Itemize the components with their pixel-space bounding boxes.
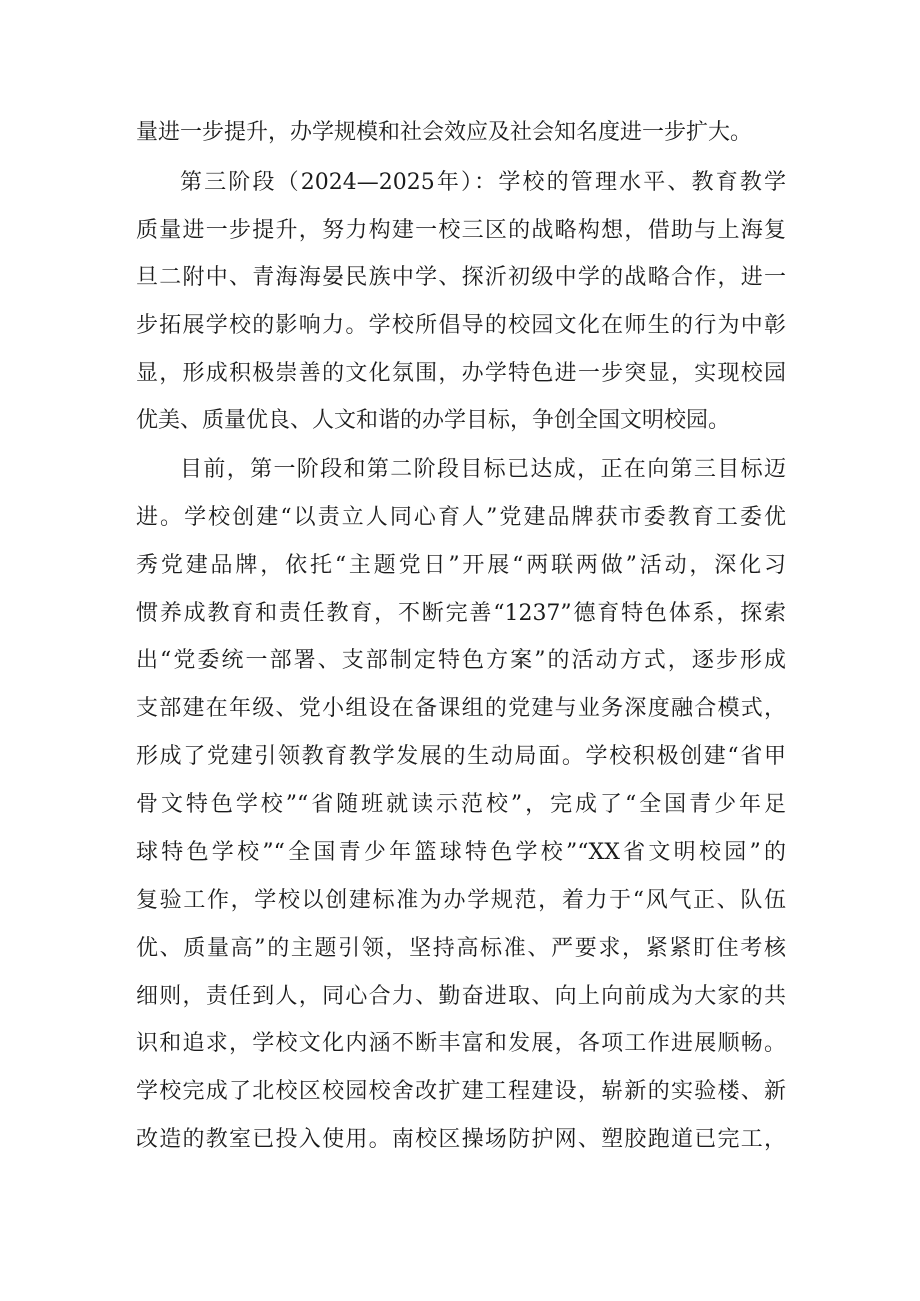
- text-line: 进。学校创建“以责立人同心育人”党建品牌获市委教育工委优: [136, 505, 786, 530]
- text-line: 秀党建品牌，依托“主题党日”开展“两联两做”活动，深化习: [136, 553, 786, 578]
- text-line: 步拓展学校的影响力。学校所倡导的校园文化在师生的行为中彰: [136, 313, 786, 338]
- paragraph-last-line: 优美、质量优良、人文和谐的办学目标，争创全国文明校园。: [136, 408, 731, 433]
- text-line: 球特色学校”“全国青少年篮球特色学校”“XX省文明校园”的: [136, 840, 786, 865]
- text-line: 改造的教室已投入使用。南校区操场防护网、塑胶跑道已完工，: [136, 1127, 786, 1152]
- text-line: 学校完成了北校区校园校舍改扩建工程建设，崭新的实验楼、新: [136, 1079, 786, 1104]
- paragraph-first-line: 第三阶段（2024—2025年）：学校的管理水平、教育教学: [180, 170, 786, 195]
- text-line: 显，形成积极崇善的文化氛围，办学特色进一步突显，实现校园: [136, 361, 786, 386]
- text-line: 出“党委统一部署、支部制定特色方案”的活动方式，逐步形成: [136, 648, 786, 673]
- text-line: 支部建在年级、党小组设在备课组的党建与业务深度融合模式，: [136, 696, 786, 721]
- text-line: 惯养成教育和责任教育，不断完善“1237”德育特色体系，探索: [136, 601, 786, 626]
- text-line: 复验工作，学校以创建标准为办学规范，着力于“风气正、队伍: [136, 888, 786, 913]
- paragraph-first-line: 目前，第一阶段和第二阶段目标已达成，正在向第三目标迈: [180, 457, 786, 482]
- text-line: 旦二附中、青海海晏民族中学、探沂初级中学的战略合作，进一: [136, 265, 786, 290]
- text-line: 量进一步提升，办学规模和社会效应及社会知名度进一步扩大。: [136, 120, 753, 145]
- text-line: 细则，责任到人，同心合力、勤奋进取、向上向前成为大家的共: [136, 984, 786, 1009]
- text-line: 识和追求，学校文化内涵不断丰富和发展，各项工作进展顺畅。: [136, 1031, 786, 1056]
- text-line: 骨文特色学校”“省随班就读示范校”，完成了“全国青少年足: [136, 792, 786, 817]
- text-line: 形成了党建引领教育教学发展的生动局面。学校积极创建“省甲: [136, 744, 786, 769]
- text-line: 质量进一步提升，努力构建一校三区的战略构想，借助与上海复: [136, 218, 786, 243]
- text-line: 优、质量高”的主题引领，坚持高标准、严要求，紧紧盯住考核: [136, 936, 786, 961]
